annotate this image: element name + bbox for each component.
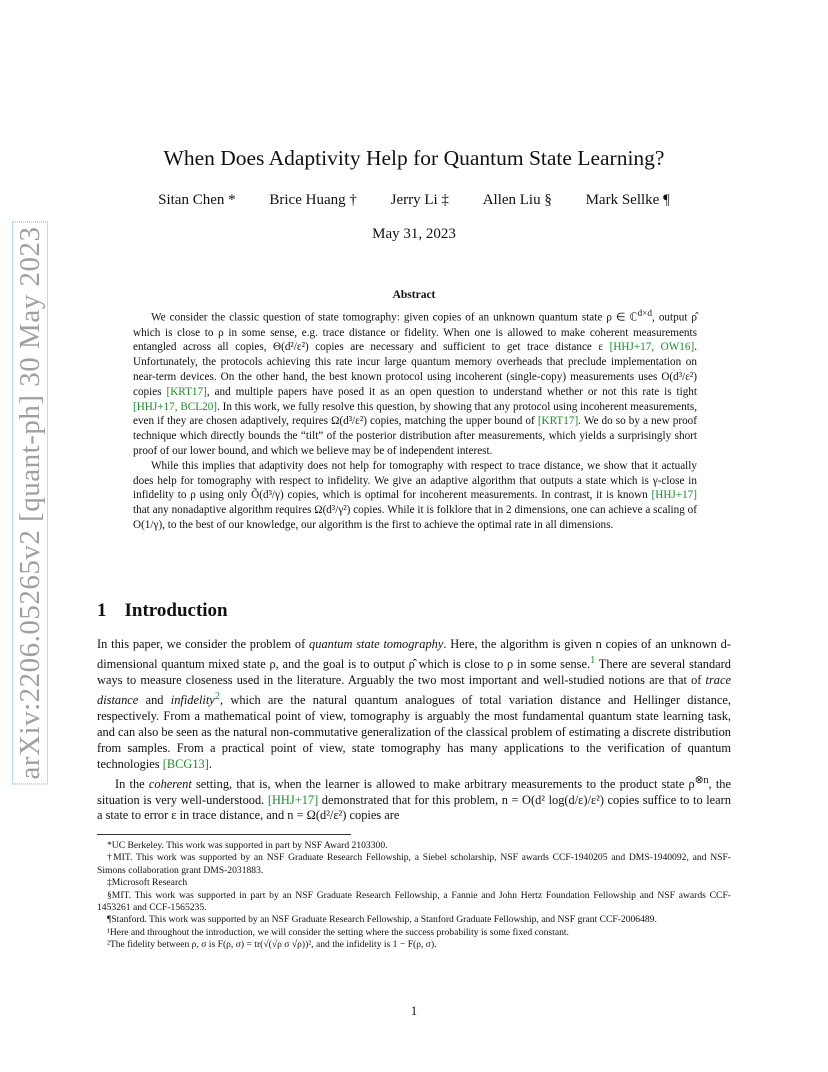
introduction-body (97, 637, 731, 824)
abstract-heading: Abstract (392, 289, 436, 301)
page-number: 1 (410, 1004, 418, 1018)
author-name: Allen Liu § (482, 192, 552, 208)
footnote: ²The fidelity between ρ, σ is F(ρ, σ) = tr(√(√ρ σ √ρ))², and the infidelity is 1 − F(ρ, σ). (107, 939, 437, 951)
abstract-paragraph: While this implies that adaptivity does not help for tomography with respect to trace distance, we show that it actually does help for tomography with respect to infidelity. We give an adaptive algorithm that outputs a state which is γ-close in infidelity to ρ using only Õ(d³/γ) copies, which is optimal for incoherent measurements. In contrast, it is known [HHJ+17] that any nonadaptive algorithm requires Ω(d³/γ²) copies. While it is folklore that in 2 dimensions, one can achieve a scaling of O(1/γ), to the best of our knowledge, our algorithm is the first to achieve the optimal rate in all dimensions. (133, 459, 697, 531)
footnote: *UC Berkeley. This work was supported in part by NSF Award 2103300. (107, 840, 388, 851)
author-list (0, 192, 828, 209)
author-name: Mark Sellke ¶ (585, 192, 670, 208)
paper-date: May 31, 2023 (372, 226, 456, 242)
citation-link[interactable]: [HHJ+17] (267, 792, 319, 807)
arxiv-sidebar-stamp (12, 226, 48, 780)
author-name: Jerry Li ‡ (390, 192, 449, 208)
citation-link[interactable]: [HHJ+17, BCL20] (133, 400, 218, 413)
footnote-marker[interactable]: 1 (590, 654, 596, 666)
section-number: 1 (97, 600, 107, 621)
footnote: ¶Stanford. This work was supported by an NSF Graduate Research Fellowship, a Stanford Graduate Fellowship, and NSF grant CCF-2006489. (107, 914, 657, 926)
footnote: ¹Here and throughout the introduction, we will consider the setting where the success probability is some fixed constant. (107, 926, 569, 938)
intro-paragraph: In this paper, we consider the problem of quantum state tomography. Here, the algorithm is given n copies of an unknown d-dimensional quantum mixed state ρ, and the goal is to output ρ̂ which is close to ρ in some sense.$^1$ There are several standard ways to measure closeness used in the literature. Arguably the two most important and well-studied notions are that of trace distance and infidelity$^2$, which are the natural quantum analogues of total variation distance and Hellinger distance, respectively. From a mathematical point of view, tomography is arguably the most fundamental quantum state learning task, and can also be seen as the natural non-commutative generalization of the classical problem of estimating a discrete distribution from samples. From a practical point of view, state tomography has many applications to the verification of quantum technologies [BCG13]. (97, 637, 731, 771)
author-name: Brice Huang † (269, 192, 357, 208)
abstract-paragraph: We consider the classic question of state tomography: given copies of an unknown quantum state ρ ∈ ℂ$^{d\times d}$, output ρ̂ which is close to ρ in some sense, e.g. trace distance or fidelity. When one is allowed to make coherent measurements entangled across all copies, Θ(d²/ε²) copies are necessary and sufficient to get trace distance ε [HHJ+17, OW16]. Unfortunately, the protocols achieving this rate incur large quantum memory overheads that preclude implementation on near-term devices. On the other hand, the best known protocol using incoherent (single-copy) measurements uses O(d³/ε²) copies [KRT17], and multiple papers have posed it as an open question to understand whether or not this rate is tight [HHJ+17, BCL20]. In this work, we fully resolve this question, by showing that any protocol using incoherent measurements, even if they are chosen adaptively, requires Ω(d³/ε²) copies, matching the upper bound of [KRT17]. We do so by a new proof technique which directly bounds the “tilt” of the posterior distribution after measurements, which yields a surprisingly short proof of our lower bound, and which we believe may be of independent interest. (133, 309, 697, 457)
footnote-divider (97, 834, 351, 835)
citation-link[interactable]: [HHJ+17, OW16] (609, 341, 695, 354)
footnote: †MIT. This work was supported by an NSF Graduate Research Fellowship, a Siebel scholarship, NSF awards CCF-1940205 and DMS-1940092, and NSF-Simons collaboration grant DMS-2031883. (97, 852, 731, 876)
author-name: Sitan Chen * (158, 192, 236, 208)
paper-title: When Does Adaptivity Help for Quantum State Learning? (163, 146, 665, 170)
footnote-marker[interactable]: 2 (214, 690, 220, 702)
footnote: ‡Microsoft Research (107, 877, 188, 889)
section-heading (97, 600, 228, 622)
footnote: §MIT. This work was supported in part by an NSF Graduate Research Fellowship, a Fannie and John Hertz Foundation Fellowship and NSF awards CCF-1453261 and CCF-1565235. (97, 889, 731, 914)
intro-paragraph: In the coherent setting, that is, when the learner is allowed to make arbitrary measurements to the product state $\rho^{\otimes n}$, the situation is very well-understood. [HHJ+17] demonstrated that for this problem, n = O(d² log(d/ε)/ε²) copies suffice to to learn a state to error ε in trace distance, and n = Ω(d²/ε²) copies are (97, 774, 732, 823)
citation-link[interactable]: [KRT17] (537, 415, 579, 428)
abstract-body (133, 307, 697, 533)
arxiv-id-label: arXiv:2206.05265v2 [quant-ph] 30 May 2023 (12, 222, 48, 785)
footnotes (97, 840, 731, 952)
citation-link[interactable]: [KRT17] (166, 385, 207, 398)
section-title: Introduction (124, 600, 228, 621)
citation-link[interactable]: [HHJ+17] (651, 489, 697, 502)
citation-link[interactable]: [BCG13] (162, 756, 209, 771)
